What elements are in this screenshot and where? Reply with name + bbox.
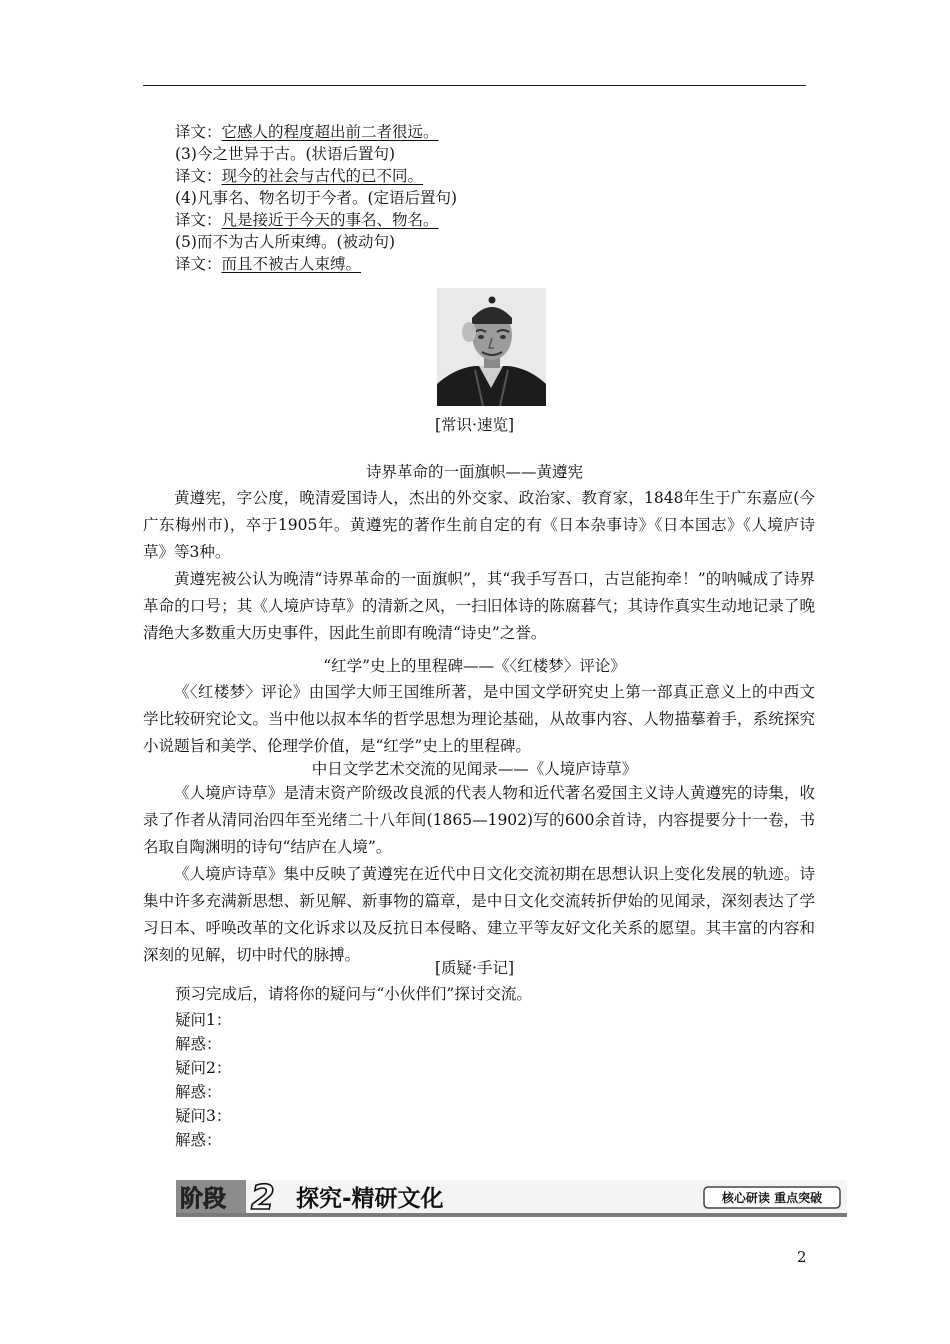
translation-line-3: 译文：现今的社会与古代的已不同。: [175, 167, 424, 185]
header-rule: [143, 85, 806, 86]
answer-1-label: 解惑：: [175, 1035, 222, 1053]
stage-label: 阶段: [180, 1186, 226, 1212]
article3-paragraph: 《人境庐诗草》集中反映了黄遵宪在近代中日文化交流初期在思想认识上变化发展的轨迹。诗集中许多充满新思想、新见解、新事物的篇章，是中日文化交流转折伊始的见闻录，深刻表达了学习日本、呼唤改革的文化诉求以及反抗日本侵略、建立平等友好文化关系的愿望。其丰富的内容和深刻的见解，切中时代的脉搏。: [143, 865, 815, 964]
article1-paragraph: 黄遵宪被公认为晚清“诗界革命的一面旗帜”，其“我手写吾口，古岂能拘牵！”的呐喊成了诗界革命的口号；其《人境庐诗草》的清新之风，一扫旧体诗的陈腐暮气；其诗作真实生动地记录了晚清绝大多数重大历史事件，因此生前即有晚清“诗史”之誉。: [143, 570, 815, 642]
answer-3-label: 解惑：: [175, 1131, 222, 1149]
article2-paragraph: 《〈红楼梦〉评论》由国学大师王国维所著，是中国文学研究史上第一部真正意义上的中西文学比较研究论文。当中他以叔本华的哲学思想为理论基础，从故事内容、人物描摹着手，系统探究小说题旨和美学、伦理学价值，是“红学”史上的里程碑。: [143, 683, 815, 755]
article1-paragraph: 黄遵宪，字公度，晚清爱国诗人，杰出的外交家、政治家、教育家，1848年生于广东嘉应(今广东梅州市)，卒于1905年。黄遵宪的著作生前自定的有《日本杂事诗》《日本国志》《人境庐诗草》等3种。: [143, 489, 815, 561]
stage-title: 探究-精研文化: [296, 1186, 444, 1212]
section-changshi: [常识·速览]: [434, 416, 515, 434]
question-3-label: 疑问3：: [175, 1107, 232, 1125]
section-zhiyi: [质疑·手记]: [434, 959, 515, 977]
notes-intro: 预习完成后，请将你的疑问与“小伙伴们”探讨交流。: [175, 985, 532, 1003]
article3-body: [143, 780, 815, 969]
sentence-5: (5)而不为古人所束缚。(被动句): [175, 233, 396, 251]
stage-tag: 核心研读 重点突破: [721, 1191, 823, 1205]
sentence-3: (3)今之世异于古。(状语后置句): [175, 145, 396, 163]
stage-number: 2: [251, 1180, 275, 1217]
article2-body: [143, 679, 815, 760]
article2-title: “红学”史上的里程碑——《〈红楼梦〉评论》: [323, 657, 626, 675]
article3-paragraph: 《人境庐诗草》是清末资产阶级改良派的代表人物和近代著名爱国主义诗人黄遵宪的诗集，收录了作者从清同治四年至光绪二十八年间(1865—1902)写的600余首诗，内容提要分十一卷，书名取自陶渊明的诗句“结庐在人境”。: [143, 784, 815, 856]
article3-title: 中日文学艺术交流的见闻录——《人境庐诗草》: [311, 760, 638, 778]
translation-line-4: 译文：凡是接近于今天的事名、物名。: [175, 211, 439, 229]
question-2-label: 疑问2：: [175, 1059, 232, 1077]
question-1-label: 疑问1：: [175, 1011, 232, 1029]
sentence-4: (4)凡事名、物名切于今者。(定语后置句): [175, 189, 458, 207]
portrait-image: [437, 288, 546, 406]
article1-title: 诗界革命的一面旗帜——黄遵宪: [365, 463, 583, 481]
stage-banner: [176, 1180, 847, 1217]
article1-body: [143, 485, 815, 647]
translation-line-1: 译文：它感人的程度超出前二者很远。: [175, 123, 439, 141]
page-number: 2: [797, 1248, 807, 1266]
answer-2-label: 解惑：: [175, 1083, 222, 1101]
translation-line-5: 译文：而且不被古人束缚。: [175, 255, 362, 273]
